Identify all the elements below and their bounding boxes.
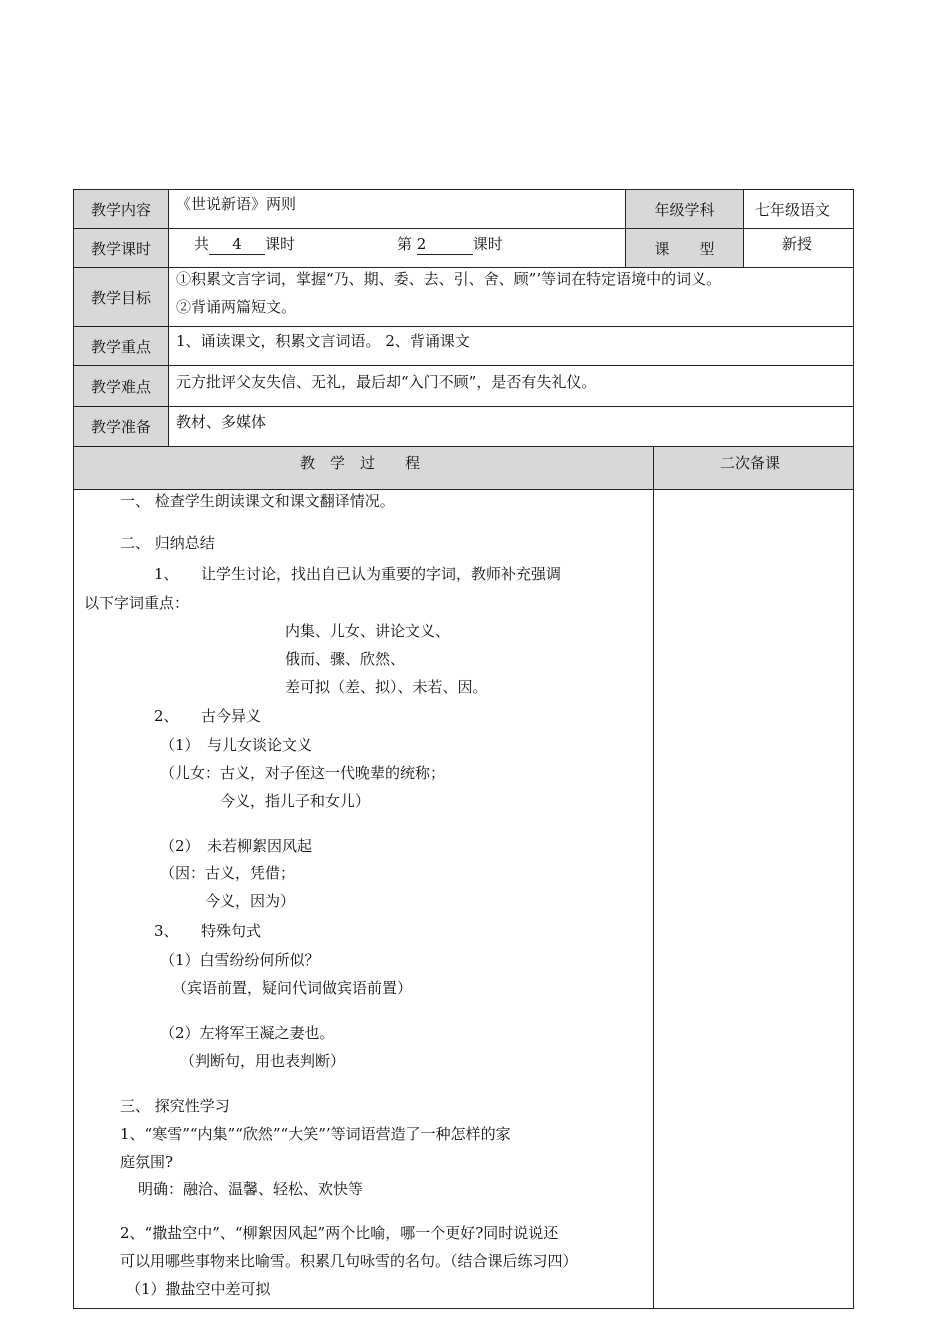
side-heading: 二次备课 xyxy=(720,454,781,472)
content-label-cell xyxy=(74,190,168,228)
process-line: 可以用哪些事物来比喻雪。积累几句咏雪的名句。（结合课后练习四） xyxy=(120,1252,578,1270)
diff-value: 元方批评父友失信、无礼，最后却“入门不顾”，是否有失礼仪。 xyxy=(176,373,597,391)
prep-label-cell xyxy=(74,407,168,446)
total-hours xyxy=(194,234,295,255)
goal-label: 教学目标 xyxy=(90,288,151,307)
key-label-cell xyxy=(74,327,168,365)
process-line: （儿女：古义，对子侄这一代晚辈的统称； xyxy=(160,764,446,782)
total-prefix: 共 xyxy=(194,235,210,253)
prep-value: 教材、多媒体 xyxy=(176,413,267,431)
process-line: 以下字词重点： xyxy=(84,594,190,612)
hours-label-cell xyxy=(74,229,168,267)
diff-label-cell xyxy=(74,366,168,406)
goal-label-cell xyxy=(74,268,168,326)
process-line: 二、 归纳总结 xyxy=(120,534,215,552)
process-line: 今义，指儿子和女儿） xyxy=(220,792,371,810)
type-label: 课 型 xyxy=(654,239,715,258)
key-value: 1、诵读课文，积累文言词语。 2、背诵课文 xyxy=(176,332,470,350)
total-suffix: 课时 xyxy=(265,235,296,253)
process-line: （2）左将军王凝之妻也。 xyxy=(160,1024,335,1042)
goal-line-1: ①积累文言字词，掌握“乃、期、委、去、引、舍、顾”’等词在特定语境中的词义。 xyxy=(176,270,722,288)
prep-label: 教学准备 xyxy=(90,418,151,436)
process-line: 2、 古今异义 xyxy=(154,707,262,725)
nth-suffix: 课时 xyxy=(472,235,503,253)
process-line: 庭氛围? xyxy=(120,1153,174,1171)
goal-line-2: ②背诵两篇短文。 xyxy=(176,298,297,316)
process-line: （2） 未若柳絮因风起 xyxy=(160,837,313,855)
type-value: 新授 xyxy=(782,235,813,253)
key-label: 教学重点 xyxy=(90,337,151,356)
process-line: 1、 让学生讨论，找出自已认为重要的字词，教师补充强调 xyxy=(154,565,562,583)
total-value: 4 xyxy=(209,234,265,255)
type-label-cell xyxy=(626,229,743,267)
nth-hour xyxy=(397,234,503,255)
content-label: 教学内容 xyxy=(90,200,151,219)
process-line: 3、 特殊句式 xyxy=(154,922,262,940)
process-line: 一、 检查学生朗读课文和课文翻译情况。 xyxy=(120,492,395,510)
diff-label: 教学难点 xyxy=(90,377,151,396)
process-line: （1）撒盐空中差可拟 xyxy=(126,1280,271,1298)
process-line: （宾语前置，疑问代词做宾语前置） xyxy=(172,979,413,997)
process-line: 2、“撒盐空中”、“柳絮因风起”两个比喻，哪一个更好?同时说说还 xyxy=(120,1224,559,1242)
grade-value: 七年级语文 xyxy=(755,201,831,219)
process-line: 今义，因为） xyxy=(205,892,296,910)
process-line: 内集、儿女、讲论文义、 xyxy=(285,622,451,640)
process-line: （因：古义，凭借； xyxy=(160,864,296,882)
process-line: （判断句，用也表判断） xyxy=(180,1052,346,1070)
process-line: 三、 探究性学习 xyxy=(120,1097,230,1115)
process-line: 明确：融洽、温馨、轻松、欢快等 xyxy=(138,1180,364,1198)
nth-value: 2 xyxy=(417,234,473,255)
grade-label-cell xyxy=(626,190,743,228)
grade-label: 年级学科 xyxy=(654,200,715,219)
process-line: （1） 与儿女谈论文义 xyxy=(160,736,313,754)
process-line: 差可拟（差、拟）、未若、因。 xyxy=(285,678,488,696)
process-line: 俄而、骤、欣然、 xyxy=(285,650,406,668)
nth-prefix: 第 xyxy=(397,235,413,253)
process-line: （1）白雪纷纷何所似？ xyxy=(160,951,320,969)
process-line: 1、“寒雪”“内集”“欣然”“大笑”’等词语营造了一种怎样的家 xyxy=(120,1125,511,1143)
hours-label: 教学课时 xyxy=(90,239,151,258)
content-value: 《世说新语》两则 xyxy=(176,195,297,213)
process-heading: 教 学 过 程 xyxy=(300,454,421,472)
